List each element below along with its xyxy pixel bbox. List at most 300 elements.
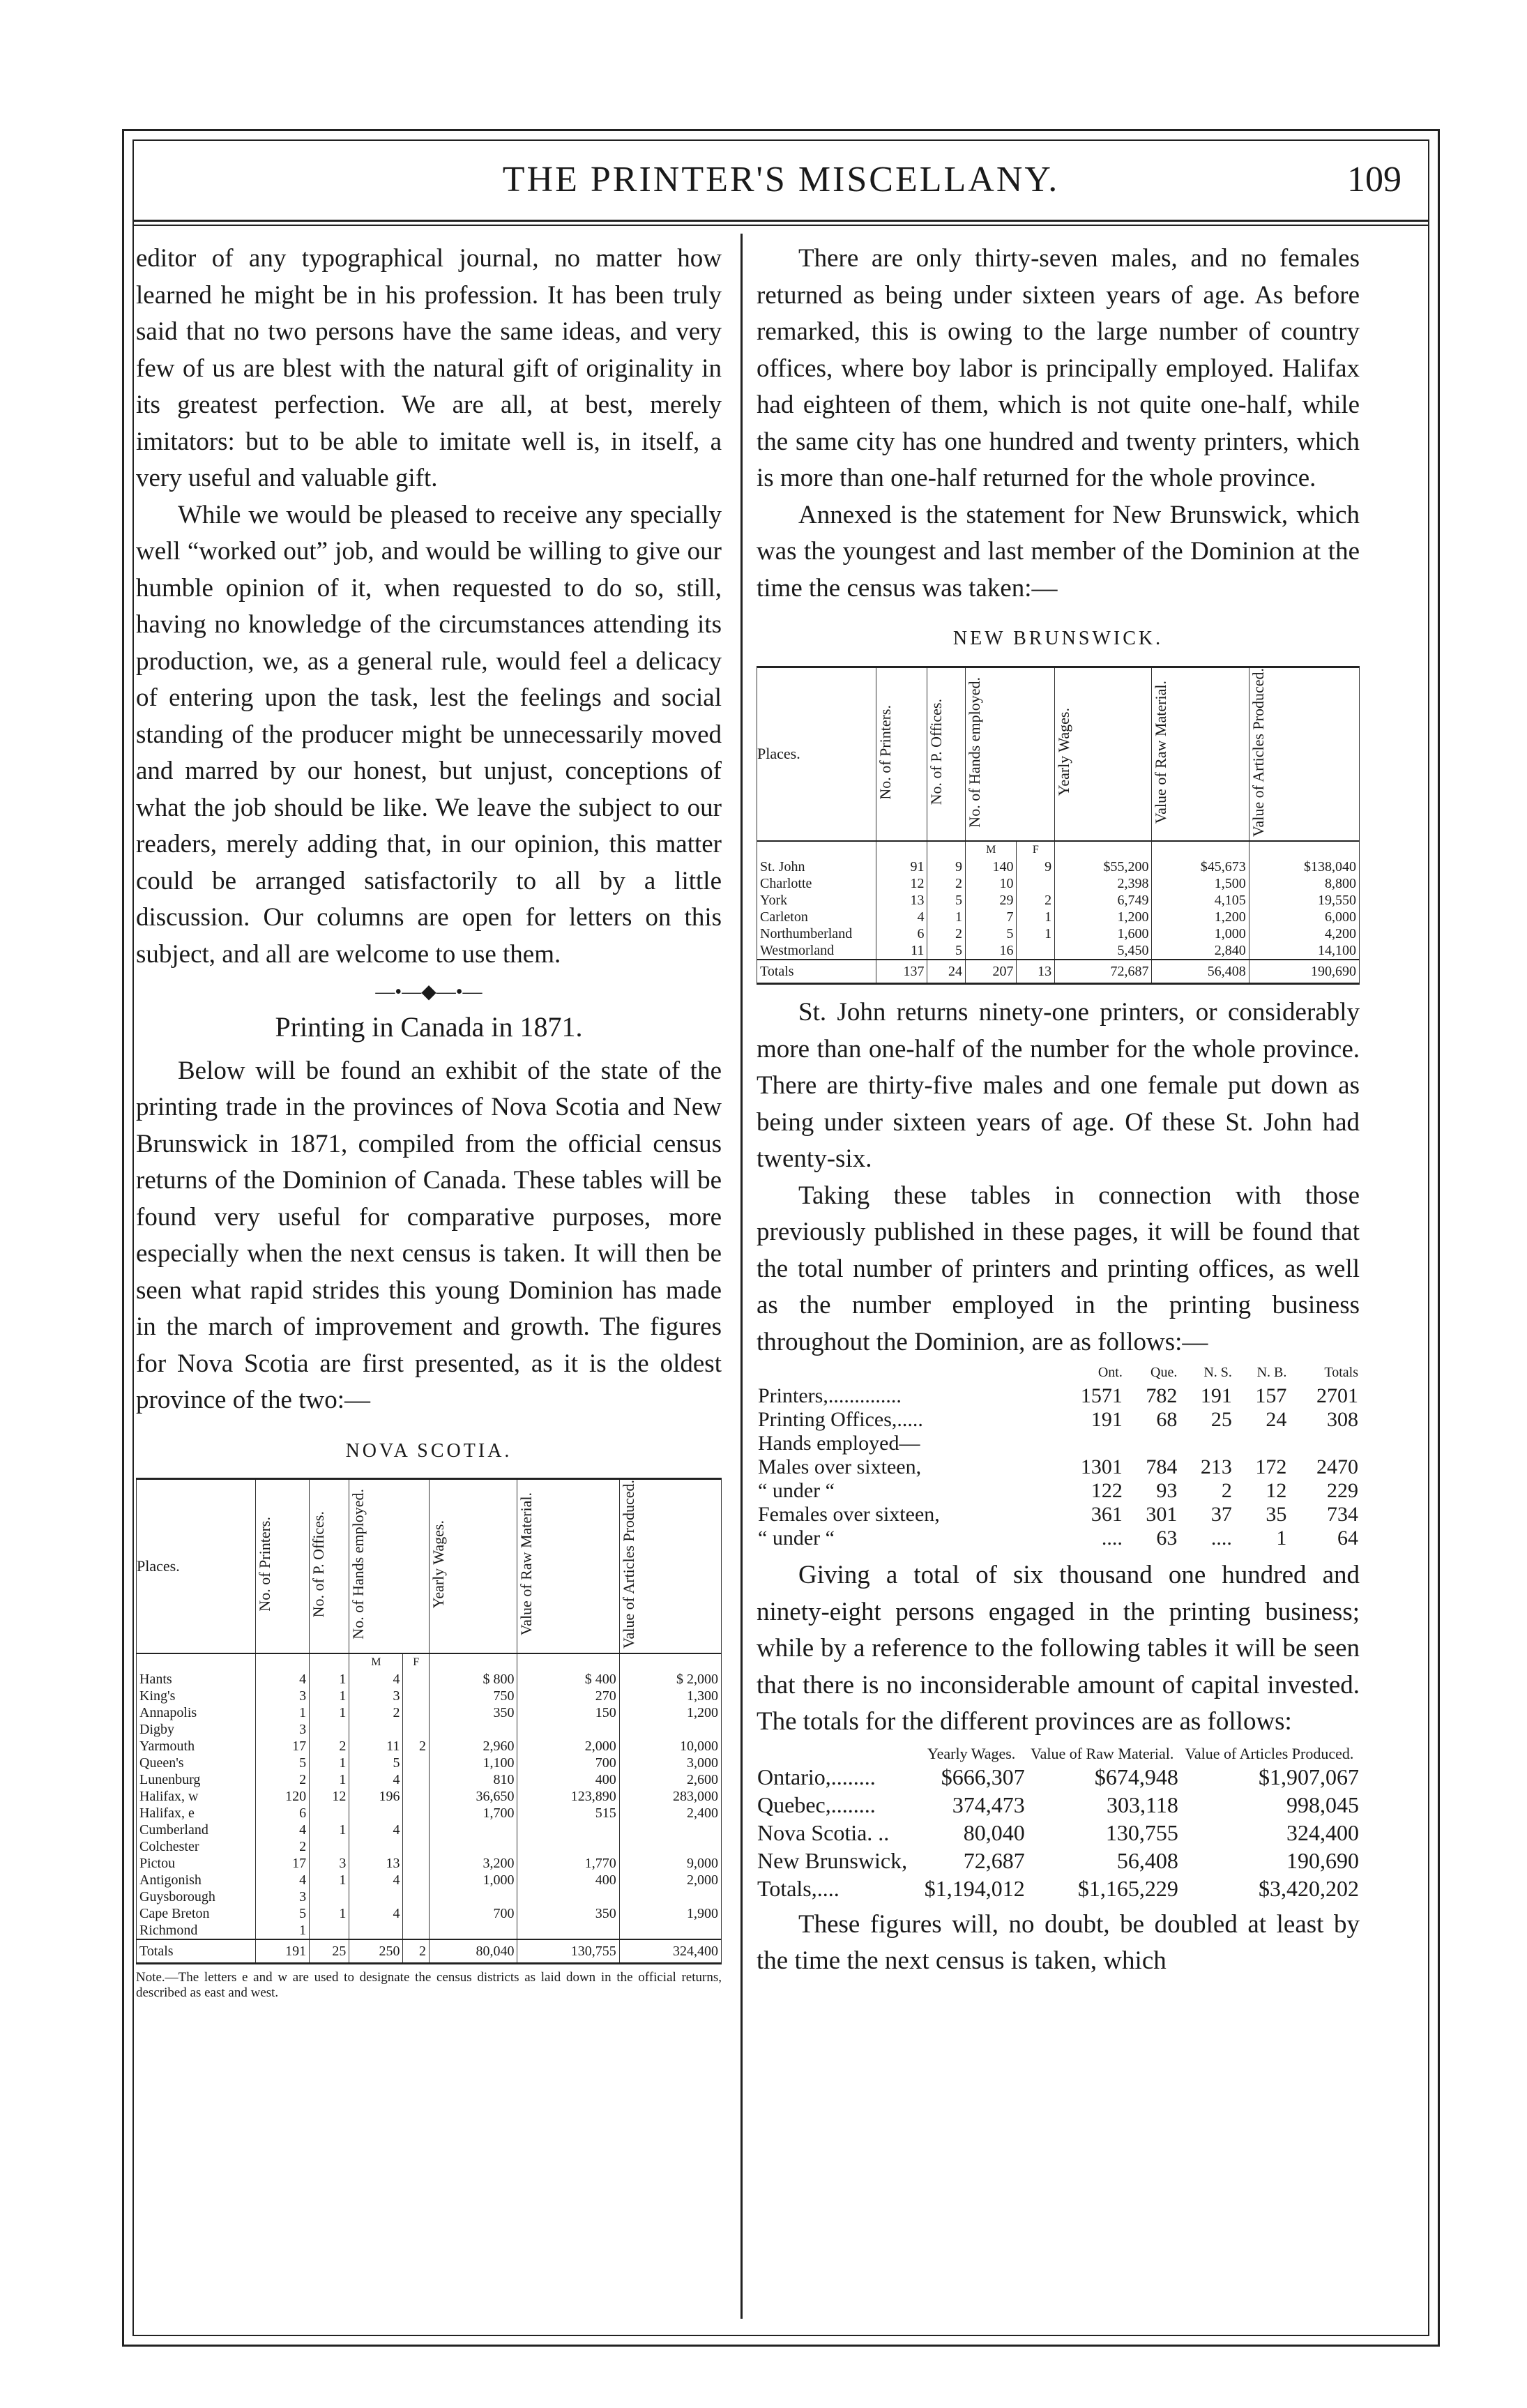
table-cell: 4: [256, 1822, 310, 1838]
table-cell: [619, 1888, 721, 1905]
table-cell: [310, 1805, 349, 1822]
row-label: “ under “: [758, 1527, 835, 1550]
table-cell: [1233, 1432, 1289, 1455]
table-cell: [429, 1838, 517, 1855]
table-cell: [1288, 1432, 1360, 1455]
table-cell: 14,100: [1249, 942, 1359, 960]
right-column: [757, 241, 1360, 1980]
table-cell: 1,200: [1152, 909, 1249, 925]
table-cell: $ 800: [429, 1671, 517, 1688]
table-cell: 4: [349, 1771, 403, 1788]
table-cell: 400: [517, 1872, 619, 1888]
table-cell: 35: [1266, 1503, 1287, 1527]
subheader-male: M: [349, 1653, 403, 1671]
table-row: [757, 1763, 1360, 1791]
table-row: [137, 1755, 722, 1771]
table-cell: $138,040: [1249, 858, 1359, 875]
table-cell: [403, 1822, 430, 1838]
table-cell: 196: [349, 1788, 403, 1805]
table-cell: [403, 1838, 430, 1855]
table-cell: 19,550: [1249, 892, 1359, 909]
table-cell: [517, 1721, 619, 1738]
table-row: [757, 1408, 1360, 1432]
table-cell: [403, 1805, 430, 1822]
nova-scotia-rows: [137, 1671, 722, 1939]
table-cell: 3: [256, 1688, 310, 1704]
table-cell: [1124, 1432, 1179, 1455]
column-header: No. of P. Offices.: [310, 1479, 349, 1653]
table-cell: $666,307: [941, 1764, 1025, 1789]
table-cell: 301: [1146, 1503, 1178, 1527]
table-cell: [403, 1688, 430, 1704]
table-cell: 1571: [1080, 1384, 1123, 1408]
table-cell: 2: [310, 1738, 349, 1755]
column-header: No. of Hands employed.: [966, 667, 1055, 841]
nova-scotia-table: [136, 1478, 722, 1964]
table-cell: 29: [966, 892, 1017, 909]
table-cell: 9,000: [619, 1855, 721, 1872]
table-cell: 750: [429, 1688, 517, 1704]
table-cell: 10,000: [619, 1738, 721, 1755]
table-cell: 12: [876, 875, 927, 892]
row-label: New Brunswick,: [757, 1847, 908, 1873]
summary-header-row: Yearly Wages. Value of Raw Material. Value of Articles Produced.: [927, 1744, 1354, 1762]
table-row: [137, 1688, 722, 1704]
table-row: [757, 858, 1360, 875]
table-row: [137, 1855, 722, 1872]
table-cell: $674,948: [1094, 1764, 1178, 1789]
table-cell: 213: [1200, 1455, 1232, 1479]
table-cell: 122: [1091, 1479, 1123, 1503]
table-cell: 12: [1266, 1479, 1287, 1503]
article-heading: Printing in Canada in 1871.: [275, 1011, 583, 1043]
table-cell: [619, 1838, 721, 1855]
table-header-row: [137, 1479, 722, 1653]
table-cell: 5: [256, 1905, 310, 1922]
table-cell: $45,673: [1152, 858, 1249, 875]
table-cell: [517, 1888, 619, 1905]
table-cell: 3: [256, 1888, 310, 1905]
table-cell: 1: [310, 1905, 349, 1922]
row-label: Northumberland: [757, 925, 876, 942]
row-label: Charlotte: [757, 875, 876, 892]
table-cell: [310, 1838, 349, 1855]
table-cell: [619, 1822, 721, 1838]
table-cell: 3: [256, 1721, 310, 1738]
table-cell: 324,400: [1286, 1819, 1359, 1845]
table-cell: 2: [349, 1704, 403, 1721]
table-cell: [403, 1788, 430, 1805]
table-cell: 9: [1017, 858, 1055, 875]
column-header: Yearly Wages.: [1055, 667, 1152, 841]
table-cell: 3,200: [429, 1855, 517, 1872]
table-row: [137, 1922, 722, 1939]
table-cell: 6: [876, 925, 927, 942]
table-cell: 361: [1091, 1503, 1123, 1527]
table-cell: 6: [256, 1805, 310, 1822]
table-cell: 1: [310, 1872, 349, 1888]
table-cell: ....: [1101, 1527, 1123, 1550]
table-cell: 11: [349, 1738, 403, 1755]
table-cell: [619, 1721, 721, 1738]
table-cell: 2,000: [517, 1738, 619, 1755]
table-cell: 2,400: [619, 1805, 721, 1822]
table-cell: 123,890: [517, 1788, 619, 1805]
table-cell: [349, 1721, 403, 1738]
table-row: [757, 1432, 1360, 1455]
table-cell: 191: [1200, 1384, 1232, 1408]
table-cell: 1: [1017, 925, 1055, 942]
table-cell: 374,473: [952, 1792, 1025, 1817]
table-cell: 1: [927, 909, 966, 925]
paragraph: While we would be pleased to receive any specially well “worked out” job, and would be willing to give our humble opinion of it, when requested to do so, still, having no knowledge of the circumstances attending its production, we, as a general rule, would feel a delicacy of entering upon the task, lest the feelings and social standing of the producer might be unnecessarily moved and marred by our honest, but unjust, conceptions of what the job should be like. We leave the subject to our readers, merely adding that, in our opinion, this matter could be arranged satisfactorily to all by a little discussion. Our columns are open for letters on this subject, and all are welcome to use them.: [136, 500, 722, 969]
table-cell: [517, 1922, 619, 1939]
table-footnote: Note.—The letters e and w are used to designate the census districts as laid down in the official returns, described as east and west.: [136, 1969, 722, 2000]
table-cell: 2: [403, 1738, 430, 1755]
table-header-row: [757, 667, 1360, 841]
column-header: Value of Raw Material.: [1152, 667, 1249, 841]
new-brunswick-table: [757, 666, 1360, 985]
journal-title: THE PRINTER'S MISCELLANY.: [502, 160, 1060, 199]
subheader-female: F: [1017, 841, 1055, 858]
table-cell: 4: [256, 1872, 310, 1888]
page-number: 109: [1347, 160, 1401, 199]
table-row: [137, 1872, 722, 1888]
row-label: “ under “: [758, 1479, 835, 1503]
table-cell: 5: [256, 1755, 310, 1771]
table-cell: 1301: [1080, 1455, 1123, 1479]
table-row: [137, 1738, 722, 1755]
row-label: Cumberland: [137, 1822, 256, 1838]
table-cell: 120: [256, 1788, 310, 1805]
table-cell: 16: [966, 942, 1017, 960]
table-cell: 1,200: [1055, 909, 1152, 925]
column-header: No. of Hands employed.: [349, 1479, 430, 1653]
sex-subheader-row: [137, 1653, 722, 1671]
paragraph: These figures will, no doubt, be doubled at least by the time the next census is taken, which: [757, 1909, 1360, 1976]
table-cell: [349, 1888, 403, 1905]
table-row: [757, 1527, 1360, 1550]
table-cell: $ 2,000: [619, 1671, 721, 1688]
table-cell: ....: [1210, 1527, 1232, 1550]
table-cell: 172: [1255, 1455, 1287, 1479]
table-row: [137, 1822, 722, 1838]
table-cell: 1: [310, 1755, 349, 1771]
table-cell: [403, 1771, 430, 1788]
table-cell: [349, 1805, 403, 1822]
row-label: Hants: [137, 1671, 256, 1688]
table-cell: 1: [310, 1671, 349, 1688]
totals-row: Totals,.... $1,194,012 $1,165,229 $3,420,202: [757, 1875, 1359, 1901]
ornamental-rule: —•—◆—•—: [375, 981, 483, 1003]
table-cell: [517, 1822, 619, 1838]
table-cell: 3: [349, 1688, 403, 1704]
table-cell: 784: [1146, 1455, 1178, 1479]
table-cell: 5,450: [1055, 942, 1152, 960]
table-cell: 5: [966, 925, 1017, 942]
table-cell: 56,408: [1116, 1847, 1178, 1873]
table-cell: 1,600: [1055, 925, 1152, 942]
table-cell: 4,200: [1249, 925, 1359, 942]
table-cell: [1052, 1432, 1124, 1455]
table-cell: 7: [966, 909, 1017, 925]
table-cell: 1,770: [517, 1855, 619, 1872]
table-cell: 72,687: [963, 1847, 1025, 1873]
table-row: [757, 942, 1360, 960]
table-cell: [403, 1872, 430, 1888]
paragraph: Below will be found an exhibit of the state of the printing trade in the provinces of Nova Scotia and New Brunswick in 1871, compiled from the official census returns of the Dominion of Canada. These tables will be found very useful for comparative purposes, more especially when the next census is taken. It will then be seen what rapid strides this young Dominion has made in the march of improvement and growth. The figures for Nova Scotia are first presented, as it is the oldest province of the two:—: [136, 1056, 722, 1414]
table-row: [757, 909, 1360, 925]
row-label: Digby: [137, 1721, 256, 1738]
table-cell: 4: [349, 1822, 403, 1838]
table-cell: 283,000: [619, 1788, 721, 1805]
table-row: [757, 925, 1360, 942]
table-cell: 11: [876, 942, 927, 960]
table-cell: 63: [1156, 1527, 1178, 1550]
table-cell: $55,200: [1055, 858, 1152, 875]
table-cell: [403, 1704, 430, 1721]
table-row: [137, 1888, 722, 1905]
totals-row: Totals 191 25 250 2 80,040 130,755 324,400: [137, 1939, 722, 1964]
row-label: Printers,..............: [758, 1384, 902, 1408]
table-cell: 515: [517, 1805, 619, 1822]
table-cell: [517, 1838, 619, 1855]
row-label: Antigonish: [137, 1872, 256, 1888]
table-row: [137, 1838, 722, 1855]
table-cell: [403, 1671, 430, 1688]
paragraph: Giving a total of six thousand one hundred and ninety-eight persons engaged in the printing business; while by a reference to the following tables it will be seen that there is no inconsiderable amount of capital invested. The totals for the different provinces are as follows:: [757, 1561, 1360, 1736]
row-label: Halifax, e: [137, 1805, 256, 1822]
table-cell: [310, 1888, 349, 1905]
column-header: Yearly Wages.: [429, 1479, 517, 1653]
table-cell: 150: [517, 1704, 619, 1721]
column-header: No. of Printers.: [256, 1479, 310, 1653]
table-caption: NOVA SCOTIA.: [345, 1439, 512, 1462]
table-cell: 1: [256, 1704, 310, 1721]
table-cell: 2,398: [1055, 875, 1152, 892]
table-cell: 2470: [1316, 1455, 1358, 1479]
table-cell: 1,200: [619, 1704, 721, 1721]
table-cell: [310, 1721, 349, 1738]
table-cell: [619, 1922, 721, 1939]
table-cell: 998,045: [1286, 1792, 1359, 1817]
column-header: Value of Articles Produced.: [619, 1479, 721, 1653]
left-column: [136, 241, 722, 2001]
table-cell: 2: [1221, 1479, 1232, 1503]
table-cell: 191: [1091, 1408, 1123, 1432]
row-label: Nova Scotia. ..: [757, 1819, 890, 1845]
totals-row: Totals 137 24 207 13 72,687 56,408 190,690: [757, 960, 1360, 984]
table-row: [757, 892, 1360, 909]
row-label: Quebec,........: [757, 1792, 876, 1817]
table-cell: 24: [1266, 1408, 1287, 1432]
table-cell: $ 400: [517, 1671, 619, 1688]
row-label: Lunenburg: [137, 1771, 256, 1788]
row-label: Annapolis: [137, 1704, 256, 1721]
table-cell: [429, 1922, 517, 1939]
table-row: [137, 1905, 722, 1922]
row-label: Queen's: [137, 1755, 256, 1771]
table-cell: 1: [256, 1922, 310, 1939]
table-cell: [310, 1922, 349, 1939]
row-label: King's: [137, 1688, 256, 1704]
row-label: Halifax, w: [137, 1788, 256, 1805]
table-cell: 1: [310, 1771, 349, 1788]
table-cell: 1: [310, 1822, 349, 1838]
table-cell: 25: [1210, 1408, 1232, 1432]
table-row: [757, 1847, 1360, 1875]
table-row: [757, 1455, 1360, 1479]
table-cell: 1,000: [429, 1872, 517, 1888]
row-label: Males over sixteen,: [758, 1455, 922, 1479]
summary-header-row: Ont. Que. N. S. N. B. Totals: [1097, 1365, 1358, 1381]
table-cell: [403, 1755, 430, 1771]
capital-summary-table: [757, 1745, 1360, 1902]
table-cell: 270: [517, 1688, 619, 1704]
table-row: [137, 1721, 722, 1738]
table-cell: 6,000: [1249, 909, 1359, 925]
table-cell: 4: [876, 909, 927, 925]
table-cell: 2,960: [429, 1738, 517, 1755]
table-cell: [429, 1721, 517, 1738]
table-cell: 2,000: [619, 1872, 721, 1888]
row-label: Printing Offices,.....: [758, 1408, 923, 1432]
table-cell: 91: [876, 858, 927, 875]
table-cell: 1,300: [619, 1688, 721, 1704]
column-header: Value of Raw Material.: [517, 1479, 619, 1653]
table-cell: 2: [927, 875, 966, 892]
table-cell: [1017, 942, 1055, 960]
table-cell: 2: [927, 925, 966, 942]
table-cell: 4,105: [1152, 892, 1249, 909]
table-cell: 13: [876, 892, 927, 909]
table-cell: 140: [966, 858, 1017, 875]
table-cell: 400: [517, 1771, 619, 1788]
table-cell: 4: [349, 1671, 403, 1688]
table-cell: [403, 1855, 430, 1872]
table-cell: 3: [310, 1855, 349, 1872]
table-cell: 68: [1156, 1408, 1178, 1432]
table-caption: NEW BRUNSWICK.: [952, 628, 1164, 649]
table-cell: 1,900: [619, 1905, 721, 1922]
table-cell: 5: [349, 1755, 403, 1771]
paragraph: editor of any typographical journal, no matter how learned he might be in his profession. It has been truly said that no two persons have the same ideas, and very few of us are blest with the natural gift of originality in its greatest perfection. We are all, at best, merely imitators: but to be able to imitate well is, in itself, a very useful and valuable gift.: [136, 244, 722, 492]
table-row: [137, 1788, 722, 1805]
table-cell: 36,650: [429, 1788, 517, 1805]
table-cell: 12: [310, 1788, 349, 1805]
column-header: Value of Articles Produced.: [1249, 667, 1359, 841]
table-cell: 130,755: [1105, 1819, 1178, 1845]
table-cell: [403, 1922, 430, 1939]
paragraph: Taking these tables in connection with those previously published in these pages, it will be found that the total number of printers and printing offices, as well as the number employed in the printing business throughout the Dominion, are as follows:—: [757, 1181, 1360, 1356]
table-cell: 2: [256, 1771, 310, 1788]
paragraph: Annexed is the statement for New Brunswick, which was the youngest and last member of the Dominion at the time the census was taken:—: [757, 500, 1360, 603]
table-cell: 1: [310, 1704, 349, 1721]
column-header: Places.: [757, 667, 876, 841]
table-cell: [349, 1838, 403, 1855]
column-header: Places.: [137, 1479, 256, 1653]
paragraph: St. John returns ninety-one printers, or considerably more than one-half of the number for the whole province. There are thirty-five males and one female put down as being under sixteen years of age. Of these St. John had twenty-six.: [757, 998, 1360, 1174]
column-header: No. of Printers.: [876, 667, 927, 841]
table-cell: 5: [927, 942, 966, 960]
page-header: [132, 139, 1429, 216]
table-cell: 10: [966, 875, 1017, 892]
table-cell: 13: [349, 1855, 403, 1872]
row-label: Cape Breton: [137, 1905, 256, 1922]
row-label: St. John: [757, 858, 876, 875]
table-cell: 1: [1276, 1527, 1287, 1550]
table-cell: 350: [429, 1704, 517, 1721]
dominion-summary-table: [757, 1361, 1360, 1550]
table-row: [757, 1503, 1360, 1527]
subheader-female: F: [403, 1653, 430, 1671]
table-cell: 6,749: [1055, 892, 1152, 909]
table-cell: 2701: [1316, 1384, 1358, 1408]
table-cell: [403, 1721, 430, 1738]
table-cell: [403, 1888, 430, 1905]
row-label: Richmond: [137, 1922, 256, 1939]
table-cell: 3,000: [619, 1755, 721, 1771]
row-label: Colchester: [137, 1838, 256, 1855]
table-cell: [1178, 1432, 1233, 1455]
table-cell: 37: [1210, 1503, 1232, 1527]
header-rule-thin: [132, 225, 1429, 226]
column-header: No. of P. Offices.: [927, 667, 966, 841]
table-cell: 5: [927, 892, 966, 909]
table-cell: 700: [429, 1905, 517, 1922]
table-cell: [1017, 875, 1055, 892]
table-cell: 4: [256, 1671, 310, 1688]
table-cell: [403, 1905, 430, 1922]
table-cell: 1: [1017, 909, 1055, 925]
table-cell: [429, 1888, 517, 1905]
table-row: [137, 1671, 722, 1688]
table-row: [757, 1384, 1360, 1408]
table-cell: 1,000: [1152, 925, 1249, 942]
table-row: [757, 1791, 1360, 1819]
table-row: [757, 1819, 1360, 1847]
table-cell: 9: [927, 858, 966, 875]
table-cell: 64: [1337, 1527, 1358, 1550]
table-cell: 810: [429, 1771, 517, 1788]
row-label: Females over sixteen,: [758, 1503, 940, 1527]
table-cell: 1,100: [429, 1755, 517, 1771]
table-cell: 17: [256, 1738, 310, 1755]
table-row: [137, 1704, 722, 1721]
table-row: [137, 1771, 722, 1788]
subheader-male: M: [966, 841, 1017, 858]
row-label: Yarmouth: [137, 1738, 256, 1755]
row-label: Guysborough: [137, 1888, 256, 1905]
row-label: York: [757, 892, 876, 909]
table-cell: 700: [517, 1755, 619, 1771]
table-cell: 229: [1327, 1479, 1358, 1503]
table-cell: 4: [349, 1905, 403, 1922]
table-cell: 93: [1156, 1479, 1178, 1503]
table-cell: 157: [1255, 1384, 1287, 1408]
header-rule: [132, 220, 1429, 222]
table-row: [757, 875, 1360, 892]
table-cell: 303,118: [1107, 1792, 1178, 1817]
table-cell: [349, 1922, 403, 1939]
table-cell: $1,907,067: [1259, 1764, 1359, 1789]
row-label: Carleton: [757, 909, 876, 925]
row-label: Hands employed—: [758, 1432, 920, 1455]
table-cell: 190,690: [1286, 1847, 1359, 1873]
column-separator: [740, 234, 743, 2319]
table-cell: 8,800: [1249, 875, 1359, 892]
table-cell: 1: [310, 1688, 349, 1704]
